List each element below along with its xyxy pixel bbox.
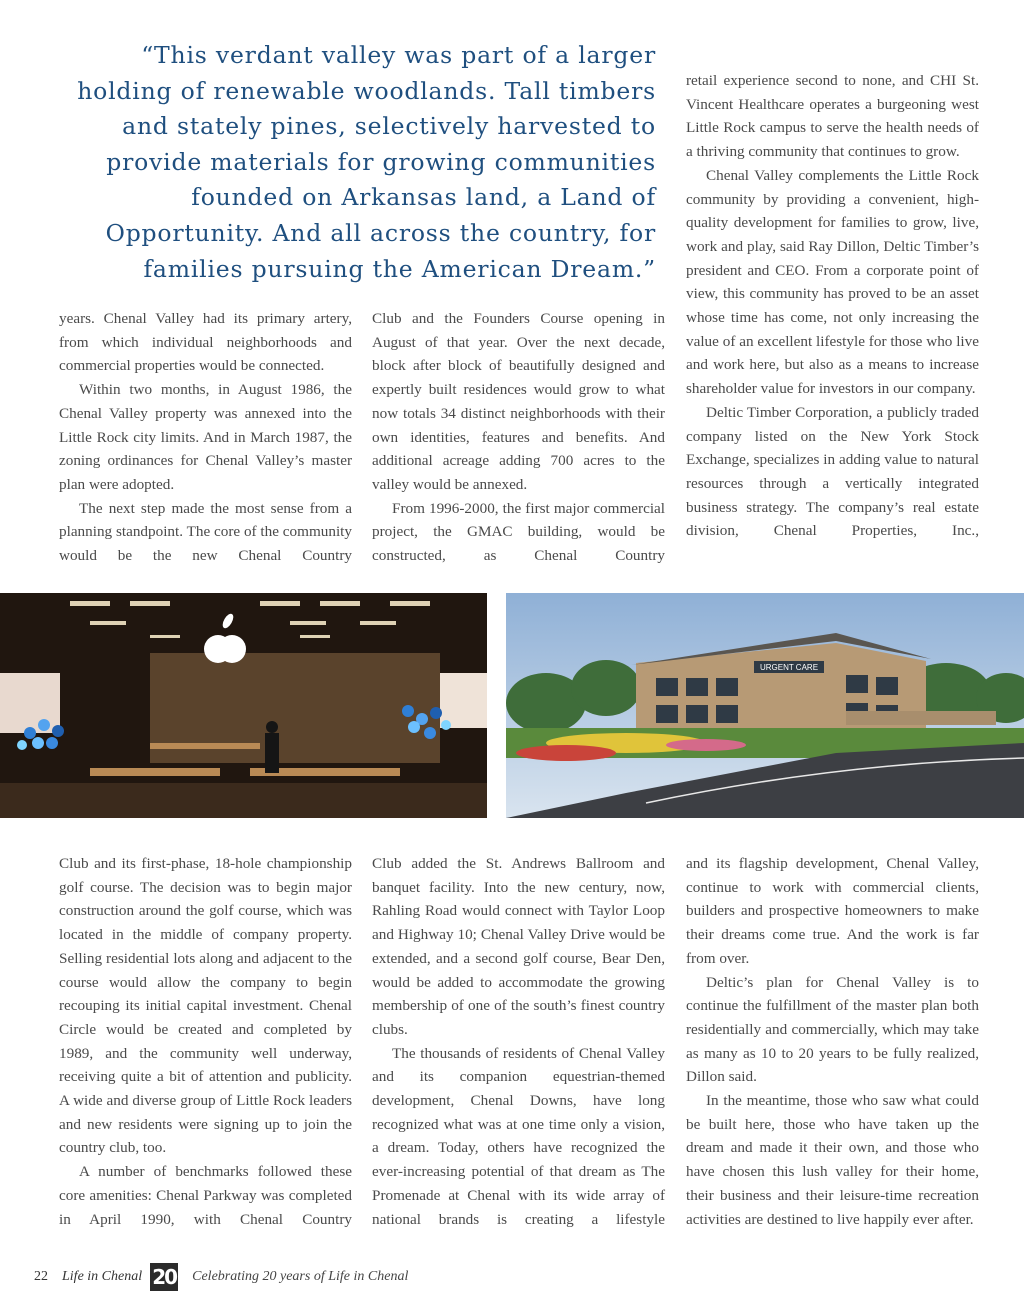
building-sign: URGENT CARE: [759, 663, 819, 672]
paragraph: Club and the Founders Course opening in August of that year. Over the next decade, block after block of beautifully designed and expertly built residences would grow to what now totals 34 distinct neighborhoods with their own identities, features and benefits. And additional acreage adding 700 acres to the valley would be annexed.: [372, 310, 665, 493]
pull-quote: “This verdant valley was part of a larger holding of renewable woodlands. Tall timbers and stately pines, selectively harvested to provide materials for growing communities founded on Arkansas land, a Land of Opportunity. And all across the country, for families pursuing the American Dream.”: [77, 41, 656, 283]
bottom-column-1: [59, 852, 352, 1231]
paragraph: The thousands of residents of Chenal Valley and its companion equestrian-themed development, Chenal Downs, have long recognized what was at one time only a vision, a dream. Today, others have recognized the ever-increasing potential of that dream as The Promenade at Chenal with its wide array of national brands is creating a lifestyle: [372, 1044, 665, 1228]
bottom-column-2: [372, 852, 665, 1231]
paragraph: and its flagship development, Chenal Valley, continue to work with commercial clients, builders and prospective homeowners to make their dreams come true. And the work is far from over.: [686, 855, 979, 967]
paragraph: Within two months, in August 1986, the Chenal Valley property was annexed into the Little Rock city limits. And in March 1987, the zoning ordinances for Chenal Valley’s master plan were adopted.: [59, 381, 352, 493]
paragraph: Deltic Timber Corporation, a publicly traded company listed on the New York Stock Exchange, specializes in adding value to natural resources through a vertically integrated business strategy. The company’s real estate division, Chenal Properties, Inc.,: [686, 403, 979, 540]
building-illustration: [506, 593, 1024, 818]
paragraph: In the meantime, those who saw what could be built here, those who have taken up the dream and made it their own, and those who have chosen this lush valley for their home, their business and their leisure-time recreation activities are destined to live happily ever after.: [686, 1092, 979, 1228]
paragraph: Deltic’s plan for Chenal Valley is to continue the fulfillment of the master plan both residentially and commercially, which may take as many as 10 to 20 years to be fully realized, Dillon said.: [686, 973, 979, 1086]
page-number: 22: [34, 1269, 48, 1284]
paragraph: Club added the St. Andrews Ballroom and banquet facility. Into the new century, now, Rahling Road would connect with Taylor Loop and Highway 10; Chenal Valley Drive would be extended, and a second golf course, Bear Den, would be added to accommodate the growing membership of one of the south’s finest country clubs.: [372, 855, 665, 1038]
magazine-name: Life in Chenal: [62, 1269, 143, 1284]
chenal-building-photo: [506, 593, 1024, 818]
paragraph: retail experience second to none, and CHI St. Vincent Healthcare operates a burgeoning west Little Rock campus to serve the health needs of a thriving community that continues to grow.: [686, 72, 979, 161]
top-column-3: [686, 69, 979, 543]
paragraph: Club and its first-phase, 18-hole championship golf course. The decision was to begin major construction around the golf course, which was located in the middle of company property. Selling residential lots along and adjacent to the course would allow the company to begin recouping its initial capital investment. Chenal Circle would be created and completed by 1989, and the community well underway, receiving quite a bit of attention and publicity. A wide and diverse group of Little Rock leaders and new residents were signing up to join the country club, too.: [59, 855, 352, 1157]
paragraph: A number of benchmarks followed these core amenities: Chenal Parkway was completed in April 1990, with Chenal Country: [59, 1163, 352, 1228]
top-column-1: [59, 307, 352, 568]
paragraph: Chenal Valley complements the Little Rock community by providing a convenient, high-quality development for families to grow, live, work and play, said Ray Dillon, Deltic Timber’s president and CEO. From a corporate point of view, this community has proved to be an asset whose time has come, not only increasing the value of an excellent lifestyle for those who live and work here, but also as a means to increase shareholder value for investors in our company.: [686, 166, 979, 398]
footer-tagline: Celebrating 20 years of Life in Chenal: [192, 1269, 409, 1284]
anniversary-badge: 20: [150, 1263, 178, 1291]
paragraph: The next step made the most sense from a planning standpoint. The core of the community would be the new Chenal Country: [59, 499, 352, 565]
paragraph: years. Chenal Valley had its primary artery, from which individual neighborhoods and commercial properties would be connected.: [59, 310, 352, 375]
apple-store-illustration: [0, 593, 487, 818]
bottom-column-3: [686, 852, 979, 1231]
top-column-2: [372, 307, 665, 568]
page-footer: [34, 1262, 408, 1292]
paragraph: From 1996-2000, the first major commercial project, the GMAC building, would be constructed, as Chenal Country: [372, 499, 665, 565]
apple-store-photo: [0, 593, 487, 818]
